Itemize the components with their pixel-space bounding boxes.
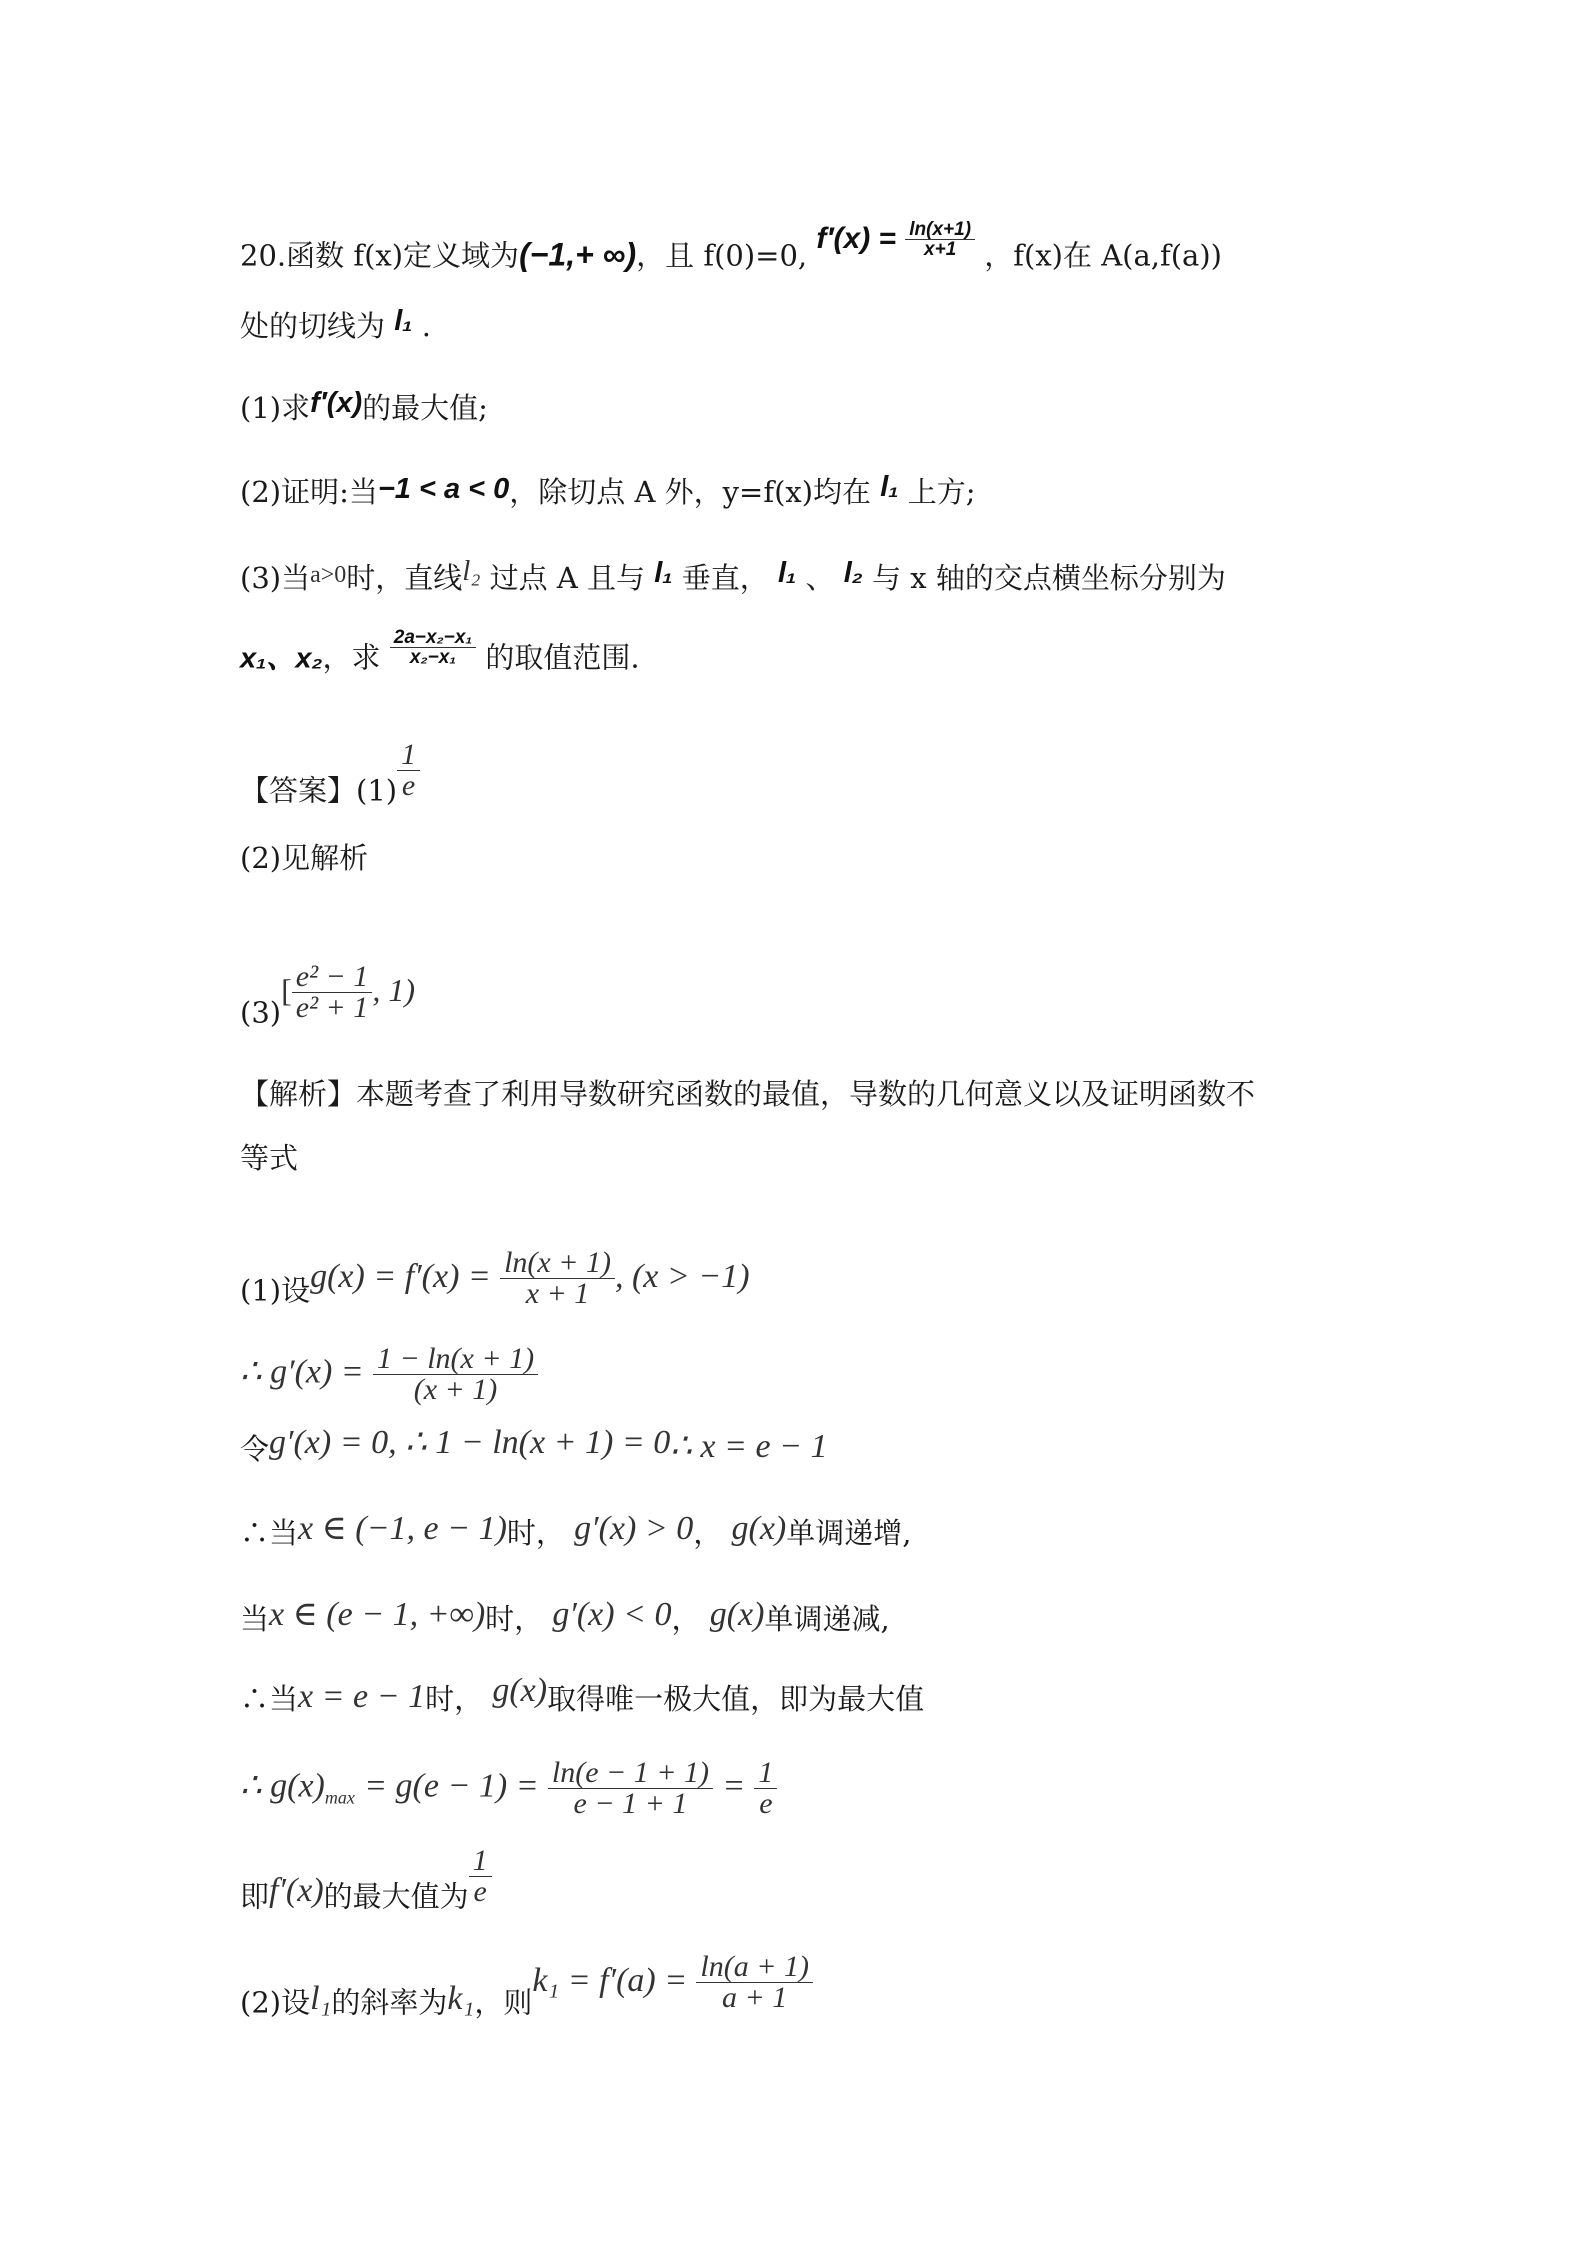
question-text: ，且 f(0)=0, bbox=[636, 238, 808, 273]
analysis-step-5 bbox=[240, 1596, 890, 1636]
analysis-text: ∴当 bbox=[240, 1682, 299, 1716]
analysis-text: ，则 bbox=[474, 1985, 533, 2020]
formula-fraction: $\frac{1 - \ln(x + 1)}{(x + 1)}$ bbox=[373, 1344, 538, 1405]
analysis-text: 取得唯一极大值，即为最大值 bbox=[547, 1682, 925, 1716]
formula: k₁ bbox=[447, 1979, 475, 2017]
question-part-2 bbox=[240, 471, 976, 509]
answer-text: (3) bbox=[240, 995, 282, 1030]
formula: ∴ g′(x) = bbox=[240, 1353, 364, 1391]
formula: x ∈ (e − 1, +∞) bbox=[269, 1596, 486, 1633]
analysis-step-9 bbox=[240, 1950, 813, 2035]
formula: g(x) = f′(x) = bbox=[310, 1257, 491, 1295]
analysis-step-3 bbox=[240, 1424, 828, 1466]
formula-fraction: $\frac{1}{e}$ bbox=[469, 1846, 492, 1907]
analysis-text: 即 bbox=[240, 1879, 270, 1914]
answer-range-fraction: $\frac{\text{e² − 1}}{\text{e² + 1}}$ bbox=[292, 962, 373, 1023]
line-l2: l₂ bbox=[843, 557, 863, 589]
question-line-1 bbox=[240, 219, 1222, 277]
question-text: 20.函数 f(x)定义域为 bbox=[240, 238, 520, 273]
bracket: [ bbox=[281, 971, 292, 1008]
analysis-step-2 bbox=[240, 1344, 538, 1405]
question-text: 上方; bbox=[907, 475, 976, 509]
formula: g′(x) > 0 bbox=[574, 1510, 694, 1547]
formula-fraction: $\frac{\ln(x + 1)}{x + 1}$ bbox=[500, 1248, 615, 1309]
analysis-step-4 bbox=[240, 1510, 912, 1550]
analysis-step-6 bbox=[240, 1672, 925, 1716]
analysis-text: 的斜率为 bbox=[331, 1985, 448, 2020]
formula: g′(x) = 0, ∴ 1 − ln(x + 1) = 0 bbox=[269, 1424, 671, 1461]
range-tail: , 1) bbox=[372, 971, 415, 1008]
answer-part-3 bbox=[240, 960, 415, 1045]
analysis-text: 【解析】本题考查了利用导数研究函数的最值，导数的几何意义以及证明函数不 bbox=[240, 1077, 1256, 1111]
analysis-text: (2)设 bbox=[240, 1985, 311, 2020]
analysis-text: 令 bbox=[240, 1432, 270, 1466]
analysis-text: 单调递减, bbox=[764, 1602, 890, 1636]
question-line-2 bbox=[240, 305, 431, 343]
formula: x = e − 1 bbox=[298, 1678, 426, 1715]
analysis-text: 单调递增, bbox=[786, 1516, 912, 1550]
derivative-fraction: $\frac{\ln(x+1)}{x+1}$ bbox=[905, 220, 975, 259]
question-text: 与 x 轴的交点横坐标分别为 bbox=[872, 561, 1226, 595]
question-text: 的取值范围. bbox=[485, 640, 640, 675]
tangent-l1: l₁ bbox=[778, 557, 797, 589]
intercepts-formula: x₁、x₂ bbox=[240, 642, 323, 675]
question-text: 处的切线为 bbox=[240, 309, 386, 343]
formula: = bbox=[722, 1767, 746, 1805]
analysis-text: 的最大值为 bbox=[323, 1879, 469, 1914]
question-text: 、 bbox=[805, 561, 835, 595]
tangent-l1: l₁ bbox=[654, 557, 673, 589]
analysis-text: 时， bbox=[506, 1516, 565, 1550]
derivative-symbol: f′(x) bbox=[310, 387, 363, 419]
tangent-l1: l₁ bbox=[394, 305, 413, 337]
question-text: (3)当 bbox=[240, 561, 311, 595]
analysis-text: ， bbox=[693, 1516, 723, 1550]
condition-formula: −1 < a < 0 bbox=[377, 473, 510, 505]
question-part-3 bbox=[240, 555, 1226, 595]
question-text: 垂直， bbox=[681, 561, 769, 595]
analysis-step-7 bbox=[240, 1758, 777, 1819]
question-text: (1)求 bbox=[240, 391, 311, 425]
analysis-intro bbox=[240, 1077, 1256, 1111]
formula: = g(e − 1) = bbox=[364, 1767, 539, 1805]
question-text: 的最大值; bbox=[362, 391, 488, 425]
formula: l₁ bbox=[310, 1979, 332, 2017]
question-text: 时，直线 bbox=[346, 561, 463, 595]
question-part-1 bbox=[240, 387, 488, 425]
answer-fraction: $\frac{1}{e}$ bbox=[397, 740, 420, 801]
line-l2: l₂ bbox=[462, 555, 481, 587]
question-text: (2)证明:当 bbox=[240, 475, 378, 509]
analysis-intro-2 bbox=[240, 1141, 299, 1175]
analysis-text: ， bbox=[671, 1602, 701, 1636]
domain-formula: (−1,+ ∞) bbox=[519, 236, 637, 273]
analysis-text: 时， bbox=[485, 1602, 544, 1636]
formula: x ∈ (−1, e − 1) bbox=[298, 1510, 507, 1547]
analysis-text: 时， bbox=[425, 1682, 484, 1716]
answer-label: 【答案】(1) bbox=[240, 773, 398, 808]
formula: , (x > −1) bbox=[614, 1257, 750, 1295]
formula-fraction: $\frac{1}{e}$ bbox=[754, 1758, 777, 1819]
question-text: ，f(x)在 A(a,f(a)) bbox=[984, 238, 1222, 273]
range-fraction: $\frac{\text{2a−x₂−x₁}}{\text{x₂−x₁}}$ bbox=[390, 628, 476, 667]
formula: g(x) bbox=[709, 1596, 765, 1633]
tangent-l1: l₁ bbox=[880, 471, 899, 503]
formula-fraction: $\frac{\ln(e - 1 + 1)}{e - 1 + 1}$ bbox=[548, 1758, 713, 1819]
formula: f′(x) bbox=[269, 1871, 324, 1909]
formula-subscript: max bbox=[324, 1787, 355, 1808]
analysis-step-1 bbox=[240, 1246, 750, 1323]
answer-part-1 bbox=[240, 738, 420, 823]
analysis-text: 等式 bbox=[240, 1141, 299, 1175]
condition-formula: a>0 bbox=[310, 562, 347, 588]
formula: g(x) bbox=[731, 1510, 787, 1547]
question-part-3-cont bbox=[240, 627, 640, 679]
analysis-text: (1)设 bbox=[240, 1273, 311, 1308]
analysis-step-8 bbox=[240, 1844, 492, 1929]
period: . bbox=[421, 309, 431, 343]
question-text: ，除切点 A 外，y=f(x)均在 bbox=[509, 475, 872, 509]
answer-text: (2)见解析 bbox=[240, 841, 369, 875]
formula: k₁ = f′(a) = bbox=[532, 1961, 688, 1999]
answer-part-2 bbox=[240, 841, 369, 875]
question-text: 过点 A 且与 bbox=[489, 561, 646, 595]
analysis-text: 当 bbox=[240, 1602, 270, 1636]
formula: g(x) bbox=[492, 1672, 548, 1709]
formula-fraction: $\frac{\ln(a + 1)}{a + 1}$ bbox=[696, 1952, 813, 2013]
formula: g′(x) < 0 bbox=[552, 1596, 672, 1633]
formula: ∴ x = e − 1 bbox=[670, 1428, 828, 1465]
derivative-formula: f′(x) = bbox=[816, 221, 897, 255]
question-text: ，求 bbox=[322, 640, 381, 675]
analysis-text: ∴当 bbox=[240, 1516, 299, 1550]
formula: ∴ g(x) bbox=[240, 1767, 325, 1805]
